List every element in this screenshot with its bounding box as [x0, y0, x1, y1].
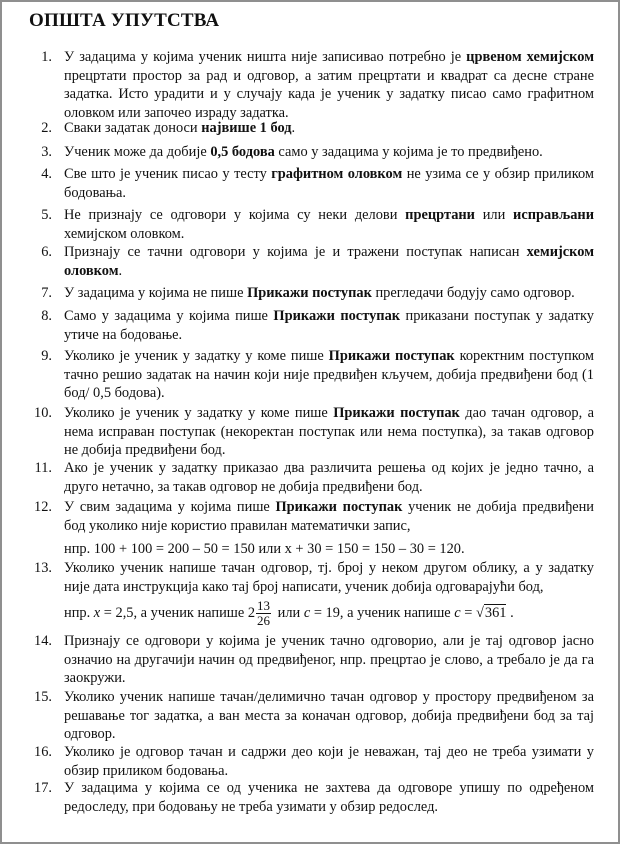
- item-number: 16.: [34, 744, 52, 760]
- item-text: Ученик може да добије 0,5 бодова само у задацима у којима је то предвиђено.: [64, 144, 543, 160]
- item-number: 15.: [34, 689, 52, 705]
- item-number: 3.: [41, 144, 52, 160]
- item-text: Уколико ученик напише тачан одговор, тј. број у неком другом облику, а у задатку није дата инструкција како тај број написати, ученик добија одговарајући бод,: [64, 560, 594, 595]
- item-number: 17.: [34, 780, 52, 796]
- item-text: Уколико је одговор тачан и садржи део који је неважан, тај део не треба узимати у обзир приликом бодовања.: [64, 744, 594, 779]
- item-number: 6.: [41, 244, 52, 260]
- item-number: 1.: [41, 49, 52, 65]
- item-number: 2.: [41, 120, 52, 136]
- item-number: 7.: [41, 285, 52, 301]
- item-number: 14.: [34, 633, 52, 649]
- item-number: 4.: [41, 166, 52, 182]
- item-text: Признају се одговори у којима је ученик тачно одговорио, али је тај одговор јасно означио на другачији начин од предвиђеног, нпр. прецртао је слово, а требало је да га заокружи.: [64, 633, 594, 686]
- item-number: 9.: [41, 348, 52, 364]
- item-number: 11.: [34, 460, 52, 476]
- item-text: У задацима у којима ученик ништа није записивао потребно је црвеном хемијском прецртати простор за рад и одговор, а затим прецртати и квадрат са десне стране задатка. Исто урадити и у случају када је ученик у задатку писао само графитном оловком или започео израду задатка.: [64, 49, 595, 121]
- item-text: Све што је ученик писао у тесту графитном оловком не узима се у обзир приликом бодовања.: [64, 166, 594, 201]
- item-text: Ако је ученик у задатку приказао два различита решења од којих је једно тачно, а друго нетачно, за такав одговор не добија предвиђени бод.: [64, 460, 594, 495]
- item-example: нпр. x = 2,5, а ученик напише 2 $\frac{13}{26}$ или c = 19, а ученик напише c = √361 .: [64, 598, 514, 628]
- item-number: 10.: [34, 405, 52, 421]
- item-text: У задацима у којима не пише Прикажи поступак прегледачи бодују само одговор.: [64, 285, 575, 301]
- item-text: Не признају се одговори у којима су неки делови прецртани или исправљани хемијском оловком.: [64, 207, 594, 242]
- item-number: 12.: [34, 499, 52, 515]
- item-text: Признају се тачни одговори у којима је и тражени поступак написан хемијском оловком.: [64, 244, 594, 279]
- item-text: Уколико је ученик у задатку у коме пише Прикажи поступак дао тачан одговор, а нема исправан поступак (некоректан поступак или нема поступка), за такав одговор не добија предвиђени бод.: [64, 405, 595, 458]
- item-text: Уколико је ученик у задатку у коме пише Прикажи поступак коректним поступком тачно решио задатак на начин који није предвиђен кључем, добија предвиђени бод (1 бод/ 0,5 бодова).: [64, 348, 595, 401]
- item-text: Само у задацима у којима пише Прикажи поступак приказани поступак у задатку утиче на бодовање.: [64, 308, 594, 343]
- item-number: 13.: [34, 560, 52, 576]
- item-text: У свим задацима у којима пише Прикажи поступак ученик не добија предвиђени бод уколико није користио правилан математички запис,: [64, 499, 595, 534]
- page-title: ОПШТА УПУТСТВА: [29, 10, 220, 31]
- item-number: 8.: [41, 308, 52, 324]
- item-text: У задацима у којима се од ученика не захтева да одговоре упишу по одређеном редоследу, при бодовању не треба узимати у обзир редослед.: [64, 780, 594, 815]
- fraction: $\frac{13}{26}$: [257, 598, 271, 628]
- item-text: Сваки задатак доноси највише 1 бод.: [64, 120, 296, 136]
- item-example: нпр. 100 + 100 = 200 – 50 = 150 или x + 30 = 150 = 150 – 30 = 120.: [64, 541, 465, 557]
- item-text: Уколико ученик напише тачан/делимично тачан одговор у простору предвиђеном за решавање тог задатка, а ван места за коначан одговор, добија предвиђени бод за тај одговор.: [64, 689, 594, 742]
- item-number: 5.: [41, 207, 52, 223]
